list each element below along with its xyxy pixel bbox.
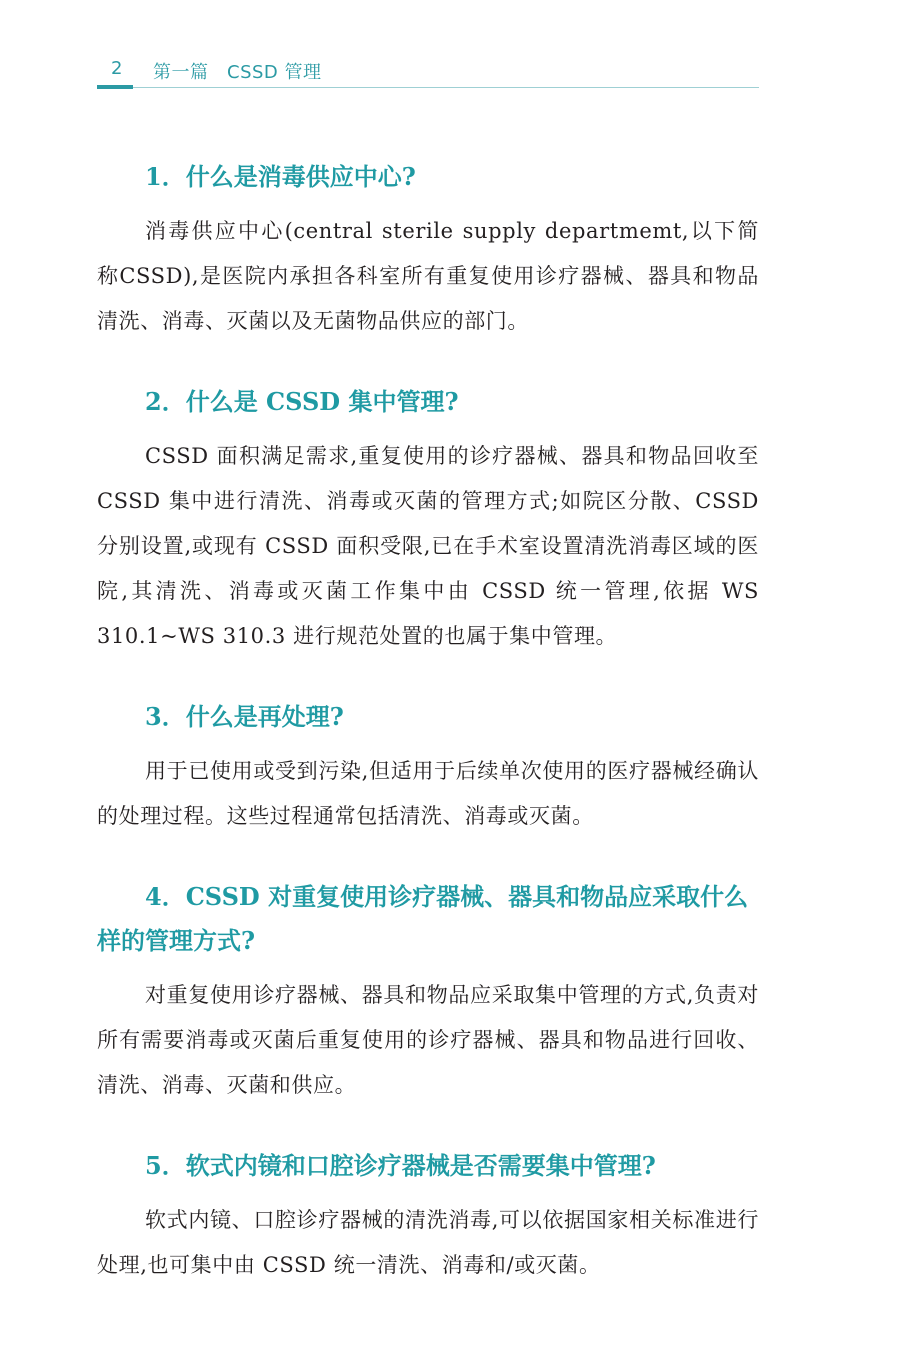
chapter-title: 第一篇 CSSD 管理 xyxy=(153,62,322,83)
header-divider xyxy=(97,87,759,88)
question-heading: 1．什么是消毒供应中心? xyxy=(145,162,416,191)
question-heading: 4．CSSD 对重复使用诊疗器械、器具和物品应采取什么样的管理方式? xyxy=(97,882,749,955)
header-accent-bar xyxy=(97,85,133,89)
answer-paragraph: 消毒供应中心(central sterile supply departmemt,以下简称CSSD),是医院内承担各科室所有重复使用诊疗器械、器具和物品清洗、消毒、灭菌以及无菌物品供应的部门。 xyxy=(97,219,759,333)
qa-section-3 xyxy=(97,695,759,839)
page-content xyxy=(97,155,759,1288)
question-heading: 2．什么是 CSSD 集中管理? xyxy=(145,387,459,416)
qa-section-2 xyxy=(97,380,759,659)
page-number: 2 xyxy=(111,58,123,79)
running-header xyxy=(97,56,759,90)
qa-section-4 xyxy=(97,875,759,1108)
question-heading: 5．软式内镜和口腔诊疗器械是否需要集中管理? xyxy=(145,1151,656,1180)
answer-paragraph: 对重复使用诊疗器械、器具和物品应采取集中管理的方式,负责对所有需要消毒或灭菌后重复使用的诊疗器械、器具和物品进行回收、清洗、消毒、灭菌和供应。 xyxy=(97,983,759,1097)
qa-section-5 xyxy=(97,1144,759,1288)
question-heading: 3．什么是再处理? xyxy=(145,702,344,731)
answer-paragraph: 用于已使用或受到污染,但适用于后续单次使用的医疗器械经确认的处理过程。这些过程通常包括清洗、消毒或灭菌。 xyxy=(97,759,759,828)
qa-section-1 xyxy=(97,155,759,344)
answer-paragraph: CSSD 面积满足需求,重复使用的诊疗器械、器具和物品回收至 CSSD 集中进行清洗、消毒或灭菌的管理方式;如院区分散、CSSD 分别设置,或现有 CSSD 面积受限,已在手术室设置清洗消毒区域的医院,其清洗、消毒或灭菌工作集中由 CSSD 统一管理,依据 WS 310.1~WS 310.3 进行规范处置的也属于集中管理。 xyxy=(97,444,759,648)
answer-paragraph: 软式内镜、口腔诊疗器械的清洗消毒,可以依据国家相关标准进行处理,也可集中由 CSSD 统一清洗、消毒和/或灭菌。 xyxy=(97,1208,759,1277)
